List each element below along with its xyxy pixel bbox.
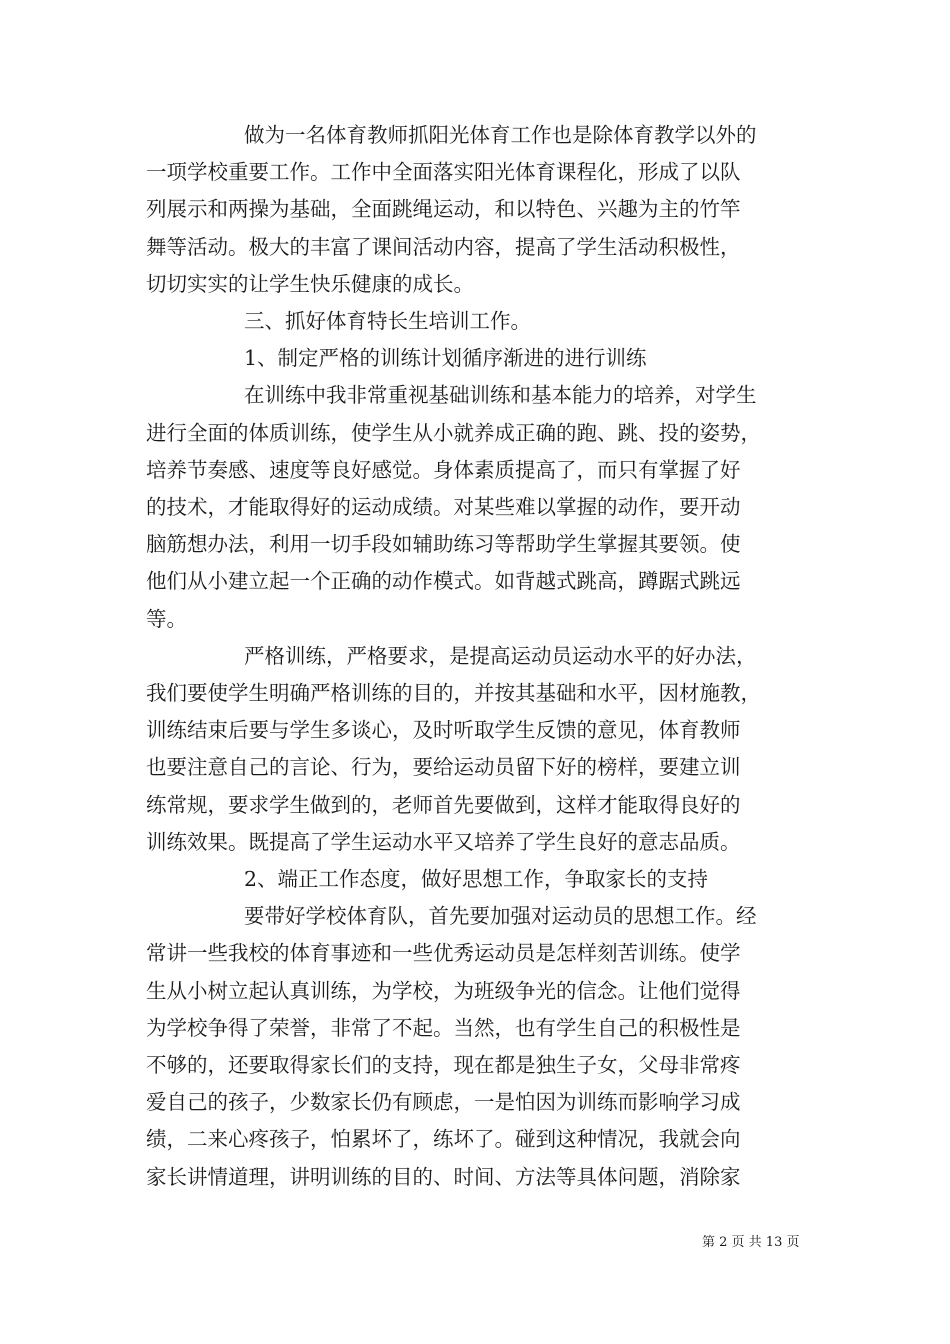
text-line: 也要注意自己的言论、行为，要给运动员留下好的榜样，要建立训: [146, 755, 741, 780]
text-line: 他们从小建立起一个正确的动作模式。如背越式跳高，蹲踞式跳远: [146, 569, 741, 594]
text-line: 1、制定严格的训练计划循序渐进的进行训练: [244, 346, 647, 371]
text-line: 爱自己的孩子，少数家长仍有顾虑，一是怕因为训练而影响学习成: [146, 1090, 741, 1115]
text-line: 一项学校重要工作。工作中全面落实阳光体育课程化，形成了以队: [146, 160, 741, 185]
text-line: 进行全面的体质训练，使学生从小就养成正确的跑、跳、投的姿势，: [146, 420, 761, 445]
text-line: 在训练中我非常重视基础训练和基本能力的培养，对学生: [244, 383, 757, 408]
text-line: 家长讲情道理，讲明训练的目的、时间、方法等具体问题，消除家: [146, 1164, 741, 1189]
text-line: 我们要使学生明确严格训练的目的，并按其基础和水平，因材施教，: [146, 681, 761, 705]
text-line: 做为一名体育教师抓阳光体育工作也是除体育教学以外的: [244, 123, 757, 147]
page-number-footer: 第 2 页 共 13 页: [702, 1235, 800, 1250]
text-line: 训练结束后要与学生多谈心，及时听取学生反馈的意见，体育教师: [146, 718, 741, 743]
text-line: 切切实实的让学生快乐健康的成长。: [146, 271, 474, 296]
text-line: 不够的，还要取得家长们的支持，现在都是独生子女，父母非常疼: [146, 1053, 741, 1077]
text-line: 练常规，要求学生做到的，老师首先要做到，这样才能取得良好的: [146, 792, 741, 817]
text-line: 常讲一些我校的体育事迹和一些优秀运动员是怎样刻苦训练。使学: [146, 941, 741, 966]
text-line: 培养节奏感、速度等良好感觉。身体素质提高了，而只有掌握了好: [146, 457, 741, 482]
text-line: 三、抓好体育特长生培训工作。: [244, 309, 531, 333]
text-line: 严格训练，严格要求，是提高运动员运动水平的好办法，: [244, 643, 757, 668]
text-line: 为学校争得了荣誉，非常了不起。当然，也有学生自己的积极性是: [146, 1015, 741, 1040]
text-line: 等。: [146, 606, 187, 631]
text-line: 的技术，才能取得好的运动成绩。对某些难以掌握的动作，要开动: [146, 495, 741, 519]
text-line: 生从小树立起认真训练，为学校，为班级争光的信念。让他们觉得: [146, 978, 741, 1003]
text-line: 舞等活动。极大的丰富了课间活动内容，提高了学生活动积极性，: [146, 234, 741, 259]
text-line: 2、端正工作态度，做好思想工作，争取家长的支持: [244, 867, 709, 891]
text-line: 脑筋想办法，利用一切手段如辅助练习等帮助学生掌握其要领。使: [146, 532, 741, 557]
text-line: 要带好学校体育队，首先要加强对运动员的思想工作。经: [244, 904, 757, 929]
text-line: 绩，二来心疼孩子，怕累坏了，练坏了。碰到这种情况，我就会向: [146, 1127, 741, 1152]
text-line: 训练效果。既提高了学生运动水平又培养了学生良好的意志品质。: [146, 829, 741, 854]
text-line: 列展示和两操为基础，全面跳绳运动，和以特色、兴趣为主的竹竿: [146, 197, 741, 222]
